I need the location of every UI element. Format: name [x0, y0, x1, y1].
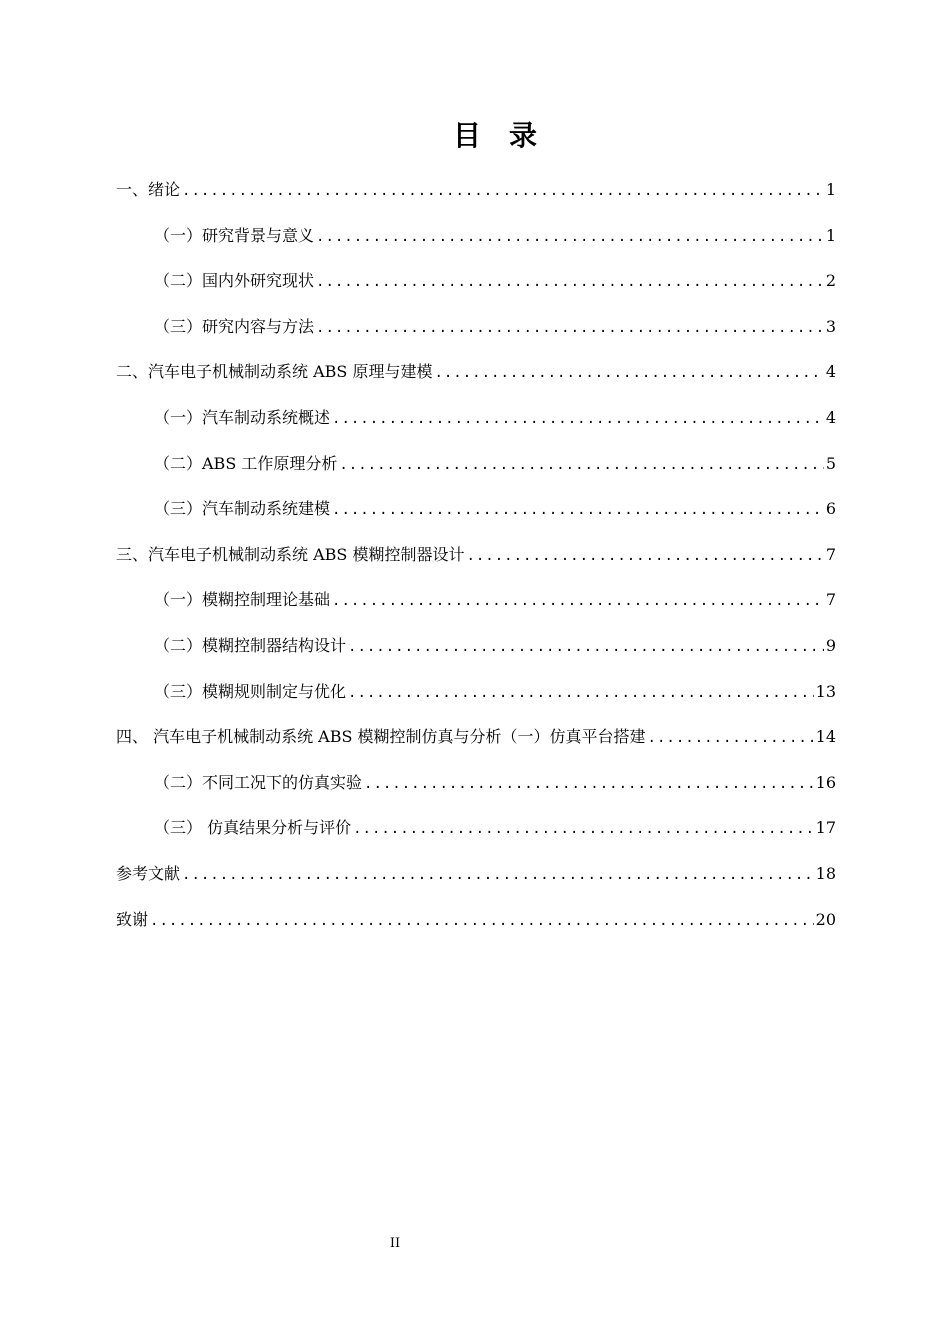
toc-leader-dots: [316, 266, 824, 298]
toc-leader-dots: [348, 631, 824, 663]
toc-leader-dots: [348, 677, 814, 709]
toc-entry-page: 7: [825, 590, 836, 610]
toc-entry-page: 1: [825, 225, 836, 245]
toc-entry-page: 3: [825, 316, 836, 336]
toc-entry[interactable]: [116, 311, 836, 357]
toc-leader-dots: [332, 403, 824, 435]
toc-entry-page: 1: [825, 180, 836, 199]
toc-entry-label: 三、汽车电子机械制动系统 ABS 模糊控制器设计: [116, 544, 465, 564]
toc-leader-dots: [316, 221, 824, 253]
toc-leader-dots: [339, 449, 823, 481]
toc-entry-label: 二、汽车电子机械制动系统 ABS 原理与建模: [116, 362, 433, 382]
toc-leader-dots: [182, 859, 814, 891]
toc-entry[interactable]: [116, 904, 836, 950]
toc-entry[interactable]: [116, 676, 836, 722]
toc-entry-label: （二）不同工况下的仿真实验: [154, 772, 363, 792]
toc-entry-label: （三）汽车制动系统建模: [154, 499, 331, 519]
toc-entry-page: 4: [825, 362, 836, 382]
toc-leader-dots: [353, 813, 814, 845]
toc-entry-label: （一）研究背景与意义: [154, 225, 315, 245]
toc-entry-label: （三）模糊规则制定与优化: [154, 681, 347, 701]
toc-entry-page: 17: [815, 818, 836, 838]
toc-entry-label: （二）ABS 工作原理分析: [154, 453, 338, 473]
toc-title: 目 录: [452, 119, 537, 152]
toc-entry[interactable]: [116, 174, 836, 220]
toc-entry-page: 6: [825, 499, 836, 519]
toc-leader-dots: [316, 312, 824, 344]
toc-entry[interactable]: [116, 630, 836, 676]
toc-entry-label: （一）汽车制动系统概述: [154, 407, 331, 427]
toc-entry-page: 9: [825, 635, 836, 655]
toc-leader-dots: [466, 540, 823, 572]
toc-entry[interactable]: [116, 493, 836, 539]
toc-entry-label: （二）模糊控制器结构设计: [154, 635, 347, 655]
toc-leader-dots: [434, 357, 823, 389]
toc-entry-label: （一）模糊控制理论基础: [154, 590, 331, 610]
toc-leader-dots: [364, 768, 814, 800]
toc-leader-dots: [182, 175, 824, 207]
toc-entry-page: 14: [815, 727, 836, 747]
toc-entry-label: 致谢: [116, 909, 149, 929]
toc-entry-page: 2: [825, 271, 836, 291]
toc-leader-dots: [332, 494, 824, 526]
toc-entry-page: 20: [815, 909, 836, 929]
toc-entry-label: （三） 仿真结果分析与评价: [154, 818, 352, 838]
toc-entry[interactable]: [116, 539, 836, 585]
toc-entry[interactable]: [116, 265, 836, 311]
toc-entry[interactable]: [116, 721, 836, 767]
toc-entry-page: 18: [815, 863, 836, 883]
toc-entry[interactable]: [116, 448, 836, 494]
toc-entry-page: 13: [815, 681, 836, 701]
toc-entry-page: 16: [815, 772, 836, 792]
page-number: II: [389, 1236, 401, 1251]
toc-entry[interactable]: [116, 858, 836, 904]
toc-entry[interactable]: [116, 356, 836, 402]
toc-entry-page: 4: [825, 407, 836, 427]
toc-leader-dots: [150, 905, 814, 937]
toc-entry-label: （二）国内外研究现状: [154, 271, 315, 291]
toc-entry-page: 5: [825, 453, 836, 473]
toc-entry-label: （三）研究内容与方法: [154, 316, 315, 336]
toc-entry[interactable]: [116, 220, 836, 266]
toc-entry[interactable]: [116, 812, 836, 858]
toc-entry-label: 四、 汽车电子机械制动系统 ABS 模糊控制仿真与分析（一）仿真平台搭建: [116, 727, 646, 747]
toc-entry[interactable]: [116, 767, 836, 813]
toc-entry-label: 一、绪论: [116, 180, 181, 199]
toc-list: [116, 174, 836, 949]
toc-entry-label: 参考文献: [116, 863, 181, 883]
toc-entry[interactable]: [116, 402, 836, 448]
toc-leader-dots: [332, 585, 824, 617]
toc-leader-dots: [648, 722, 814, 754]
toc-entry-page: 7: [825, 544, 836, 564]
toc-entry[interactable]: [116, 584, 836, 630]
